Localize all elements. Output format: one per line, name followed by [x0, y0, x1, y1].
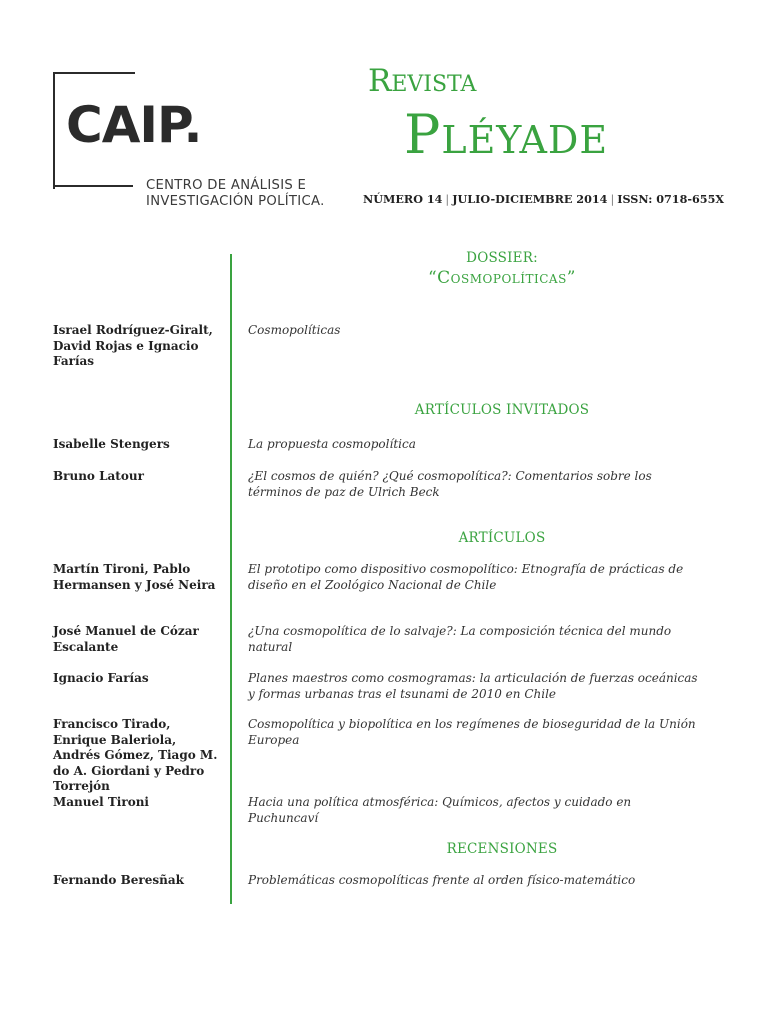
- entry-title[interactable]: Planes maestros como cosmogramas: la articulación de fuerzas oceánicas y formas urbanas tras el tsunami de 2010 en Chile: [248, 671, 698, 701]
- issue-number: NÚMERO 14: [363, 192, 443, 206]
- entry-author: Israel Rodríguez-Giralt, David Rojas e Ignacio Farías: [53, 323, 213, 368]
- journal-revista: Revista: [368, 63, 477, 99]
- logo-subtitle-line2: INVESTIGACIÓN POLÍTICA.: [146, 194, 325, 209]
- entry-title[interactable]: ¿El cosmos de quién? ¿Qué cosmopolítica?: Comentarios sobre los términos de paz de Ulrich Beck: [248, 469, 652, 499]
- entry-title[interactable]: Hacia una política atmosférica: Químicos, afectos y cuidado en Puchuncaví: [248, 795, 632, 825]
- section-articulos-invitados: ARTÍCULOS INVITADOS: [414, 402, 590, 418]
- logo-subtitle-line1: CENTRO DE ANÁLISIS E: [146, 178, 307, 193]
- logo-frame-rule: [53, 185, 133, 187]
- entry-author: Fernando Beresñak: [53, 873, 184, 887]
- dossier-label: DOSSIER:: [466, 250, 538, 266]
- entry-title[interactable]: El prototipo como dispositivo cosmopolítico: Etnografía de prácticas de diseño en el Zoológico Nacional de Chile: [248, 562, 684, 592]
- entry-title[interactable]: La propuesta cosmopolítica: [248, 437, 416, 451]
- entry-author: Bruno Latour: [53, 469, 144, 483]
- entry-author: Manuel Tironi: [53, 795, 149, 809]
- entry-title[interactable]: Problemáticas cosmopolíticas frente al orden físico-matemático: [248, 873, 636, 887]
- section-recensiones: RECENSIONES: [446, 841, 558, 857]
- entry-title[interactable]: Cosmopolíticas: [248, 323, 341, 337]
- logo-subtitle: [146, 178, 325, 210]
- entry-author: Isabelle Stengers: [53, 437, 170, 451]
- issue-info: NÚMERO 14 | JULIO-DICIEMBRE 2014 | ISSN: 0718-655X: [363, 192, 725, 206]
- entry-title[interactable]: ¿Una cosmopolítica de lo salvaje?: La composición técnica del mundo natural: [248, 624, 672, 654]
- issue-issn: ISSN: 0718-655X: [617, 192, 725, 206]
- column-divider: [230, 254, 232, 904]
- dossier-title: “Cosmopolíticas”: [427, 268, 576, 288]
- logo-name: CAIP.: [66, 96, 202, 154]
- section-articulos: ARTÍCULOS: [458, 530, 546, 546]
- entry-author: José Manuel de Cózar Escalante: [53, 624, 199, 654]
- entry-author: Francisco Tirado, Enrique Baleriola, Andrés Gómez, Tiago M. do A. Giordani y Pedro Torrejón: [53, 717, 218, 793]
- entry-author: Ignacio Farías: [53, 671, 149, 685]
- entry-title[interactable]: Cosmopolítica y biopolítica en los regímenes de bioseguridad de la Unión Europea: [248, 717, 696, 747]
- entry-author: Martín Tironi, Pablo Hermansen y José Neira: [53, 562, 216, 592]
- issue-period: JULIO-DICIEMBRE 2014: [452, 192, 608, 206]
- journal-name: Pléyade: [404, 103, 609, 166]
